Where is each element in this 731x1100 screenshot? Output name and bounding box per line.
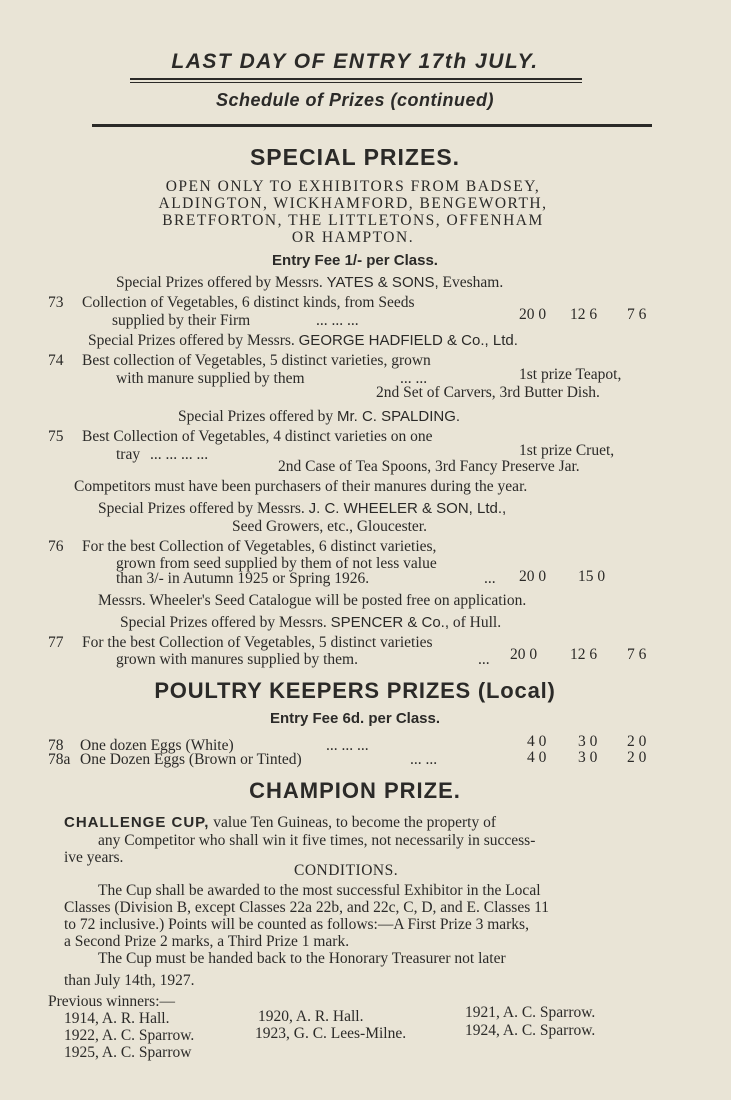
class-77-line-2: grown with manures supplied by them. [116,651,358,668]
class-75-prize-1: 1st prize Cruet, [519,442,615,459]
challenge-cup-line-3: ive years. [64,849,124,866]
class-74-prize-1: 1st prize Teapot, [519,366,622,383]
class-78-label: One dozen Eggs (White) [80,737,234,754]
offer-hadfield: Special Prizes offered by Messrs. GEORGE HADFIELD & Co., Ltd. [88,332,518,349]
class-78a-dots: ... ... [410,751,438,768]
class-75-line-1: Best Collection of Vegetables, 4 distinct varieties on one [82,428,433,445]
programme-page: LAST DAY OF ENTRY 17th JULY. Schedule of Prizes (continued) SPECIAL PRIZES. OPEN ONLY TO EXHIBITORS FROM BADSEY, ALDINGTON, WICKHAMFORD, BENGEWORTH, BRETFORTON, THE LITTLETONS, OFFENHAM OR HAMPTON. Entry Fee 1/- per Class. Special Prizes offered by Messrs. YATES & SONS, Evesham. 73 Collection of Vegetables, 6 distinct kinds, from Seeds supplied by their Firm ... ... ... 20 0 12 6 7 6 Special Prizes offered by Messrs. GEORGE HADFIELD & Co., Ltd. 74 Best collection of Vegetables, 5 distinct varieties, grown with manure supplied by them ... ... 1st prize Teapot, 2nd Set of Carvers, 3rd Butter Dish. Special Prizes offered by Mr. C. SPALDING. 75 Best Collection of Vegetables, 4 distinct varieties on one tray ... ... ... ... 1st prize Cruet, 2nd Case of Tea Spoons, 3rd Fancy Preserve Jar. Competitors must have been purchasers of their manures during the year. Special Prizes offered by Messrs. J. C. WHEELER & SON, Ltd., Seed Growers, etc., Gloucester. 76 For the best Collection of Vegetables, 6 distinct varieties, grown from seed supplied by them of not less value than 3/- in Autumn 1925 or Spring 1926. ... 20 0 15 0 Messrs. Wheeler's Seed Catalogue will be posted free on application. Special Prizes offered by Messrs. SPENCER & Co., of Hull. 77 For the best Collection of Vegetables, 5 distinct varieties grown with manures supplied by them. ... 20 0 12 6 7 6 POULTRY KEEPERS PRIZES (Local) Entry Fee 6d. per Class. 78 One dozen Eggs (White) ... ... ... 4 0 3 0 2 0 78a One Dozen Eggs (Brown or Tinted) ... ... 4 0 3 0 2 0 CHAMPION PRIZE. CHALLENGE CUP, value Ten Guineas, to become the property of any Competitor who shall win it five times, not necessarily in success- ive years. CONDITIONS. The Cup shall be awarded to the most successful Exhibitor in the Local Classes (Division B, except Classes 22a 22b, and 22c, C, D, and E. Classes 11 to 72 inclusive.) Points will be counted as follows:—A First Prize 3 marks, a Second Prize 2 marks, a Third Prize 1 mark. The Cup must be handed back to the Honorary Treasurer not later than July 14th, 1927. Previous winners:— 1914, A. R. Hall. 1920, A. R. Hall. 1921, A. C. Sparrow. 1922, A. C. Sparrow. 1923, G. C. Lees-Milne. 1924, A. C. Sparrow. 1925, A. C. Sparrow [0,0,731,1100]
section-divider [92,124,652,127]
class-77-line-1: For the best Collection of Vegetables, 5 distinct varieties [82,634,433,651]
heading-rule [130,78,582,80]
class-78-dots: ... ... ... [326,737,369,754]
class-74-dots: ... ... [400,370,428,387]
winner-1922: 1922, A. C. Sparrow. [64,1027,195,1044]
class-75-line-2: tray [116,446,141,463]
class-75-prizes-2-3: 2nd Case of Tea Spoons, 3rd Fancy Preserve Jar. [278,458,580,475]
class-76-line-1: For the best Collection of Vegetables, 6 distinct varieties, [82,538,437,555]
wheeler-catalogue-note: Messrs. Wheeler's Seed Catalogue will be posted free on application. [98,592,527,609]
winner-1925: 1925, A. C. Sparrow [64,1044,192,1061]
previous-winners-label: Previous winners:— [48,993,176,1010]
condition-2-line-2: than July 14th, 1927. [64,972,195,989]
class-73-dots: ... ... ... [316,312,359,329]
open-line-4: OR HAMPTON. [291,229,415,246]
winner-1923: 1923, G. C. Lees-Milne. [255,1025,407,1042]
wheeler-address: Seed Growers, etc., Gloucester. [232,518,427,535]
class-78a-label: One Dozen Eggs (Brown or Tinted) [80,751,302,768]
class-75-dots: ... ... ... ... [150,446,209,463]
class-77-dots: ... [478,651,490,668]
competitors-note: Competitors must have been purchasers of their manures during the year. [74,478,528,495]
sponsor-hadfield: GEORGE HADFIELD & Co., Ltd. [298,332,518,349]
class-76-line-2: grown from seed supplied by them of not less value [116,555,437,572]
condition-1-line-4: a Second Prize 2 marks, a Third Prize 1 mark. [64,933,350,950]
condition-1-line-2: Classes (Division B, except Classes 22a 22b, and 22c, C, D, and E. Classes 11 [64,899,550,916]
winner-1914: 1914, A. R. Hall. [64,1010,170,1027]
class-78-number: 78 [48,737,64,754]
winner-1921: 1921, A. C. Sparrow. [465,1004,596,1021]
condition-2-line-1: The Cup must be handed back to the Honorary Treasurer not later [98,950,506,967]
last-day-heading: LAST DAY OF ENTRY 17th JULY. [171,50,539,73]
conditions-heading: CONDITIONS. [294,862,399,879]
challenge-cup-line-1: CHALLENGE CUP, value Ten Guineas, to become the property of [64,814,496,831]
sponsor-spalding: Mr. C. SPALDING. [336,408,461,425]
class-73-line-2: supplied by their Firm [112,312,251,329]
class-73-line-1: Collection of Vegetables, 6 distinct kinds, from Seeds [82,294,415,311]
class-76-number: 76 [48,538,64,555]
sponsor-wheeler: J. C. WHEELER & SON, Ltd., [308,500,507,517]
poultry-title: POULTRY KEEPERS PRIZES (Local) [154,678,556,703]
open-line-3: BRETFORTON, THE LITTLETONS, OFFENHAM [162,212,544,229]
class-78a-number: 78a [48,751,71,768]
sponsor-spencer: SPENCER & Co., [330,614,450,631]
class-75-number: 75 [48,428,64,445]
class-74-line-1: Best collection of Vegetables, 5 distinct varieties, grown [82,352,431,369]
class-74-prizes-2-3: 2nd Set of Carvers, 3rd Butter Dish. [376,384,600,401]
condition-1-line-1: The Cup shall be awarded to the most successful Exhibitor in the Local [98,882,541,899]
winner-1920: 1920, A. R. Hall. [258,1008,364,1025]
poultry-entry-fee: Entry Fee 6d. per Class. [269,710,441,727]
open-line-1: OPEN ONLY TO EXHIBITORS FROM BADSEY, [165,178,541,195]
class-74-line-2: with manure supplied by them [116,370,305,387]
challenge-cup-label: CHALLENGE CUP, [64,814,210,831]
special-prizes-title: SPECIAL PRIZES. [249,144,461,170]
offer-spencer: Special Prizes offered by Messrs. SPENCER & Co., of Hull. [120,614,502,631]
offer-wheeler: Special Prizes offered by Messrs. J. C. WHEELER & SON, Ltd., [98,500,507,517]
heading-rule-thin [130,82,582,83]
champion-title: CHAMPION PRIZE. [249,778,461,803]
schedule-subheading: Schedule of Prizes (continued) [215,90,495,110]
offer-yates: Special Prizes offered by Messrs. YATES & SONS, Evesham. [116,274,504,291]
special-entry-fee: Entry Fee 1/- per Class. [272,252,438,269]
class-76-dots: ... [484,570,496,587]
offer-spalding: Special Prizes offered by Mr. C. SPALDING. [178,408,461,425]
class-74-number: 74 [48,352,64,369]
sponsor-yates: YATES & SONS, [326,274,439,291]
condition-1-line-3: to 72 inclusive.) Points will be counted as follows:—A First Prize 3 marks, [64,916,529,933]
open-line-2: ALDINGTON, WICKHAMFORD, BENGEWORTH, [158,195,548,212]
class-77-number: 77 [48,634,64,651]
class-76-line-3: than 3/- in Autumn 1925 or Spring 1926. [116,570,370,587]
winner-1924: 1924, A. C. Sparrow. [465,1022,596,1039]
challenge-cup-line-2: any Competitor who shall win it five times, not necessarily in success- [98,832,536,849]
class-73-number: 73 [48,294,64,311]
